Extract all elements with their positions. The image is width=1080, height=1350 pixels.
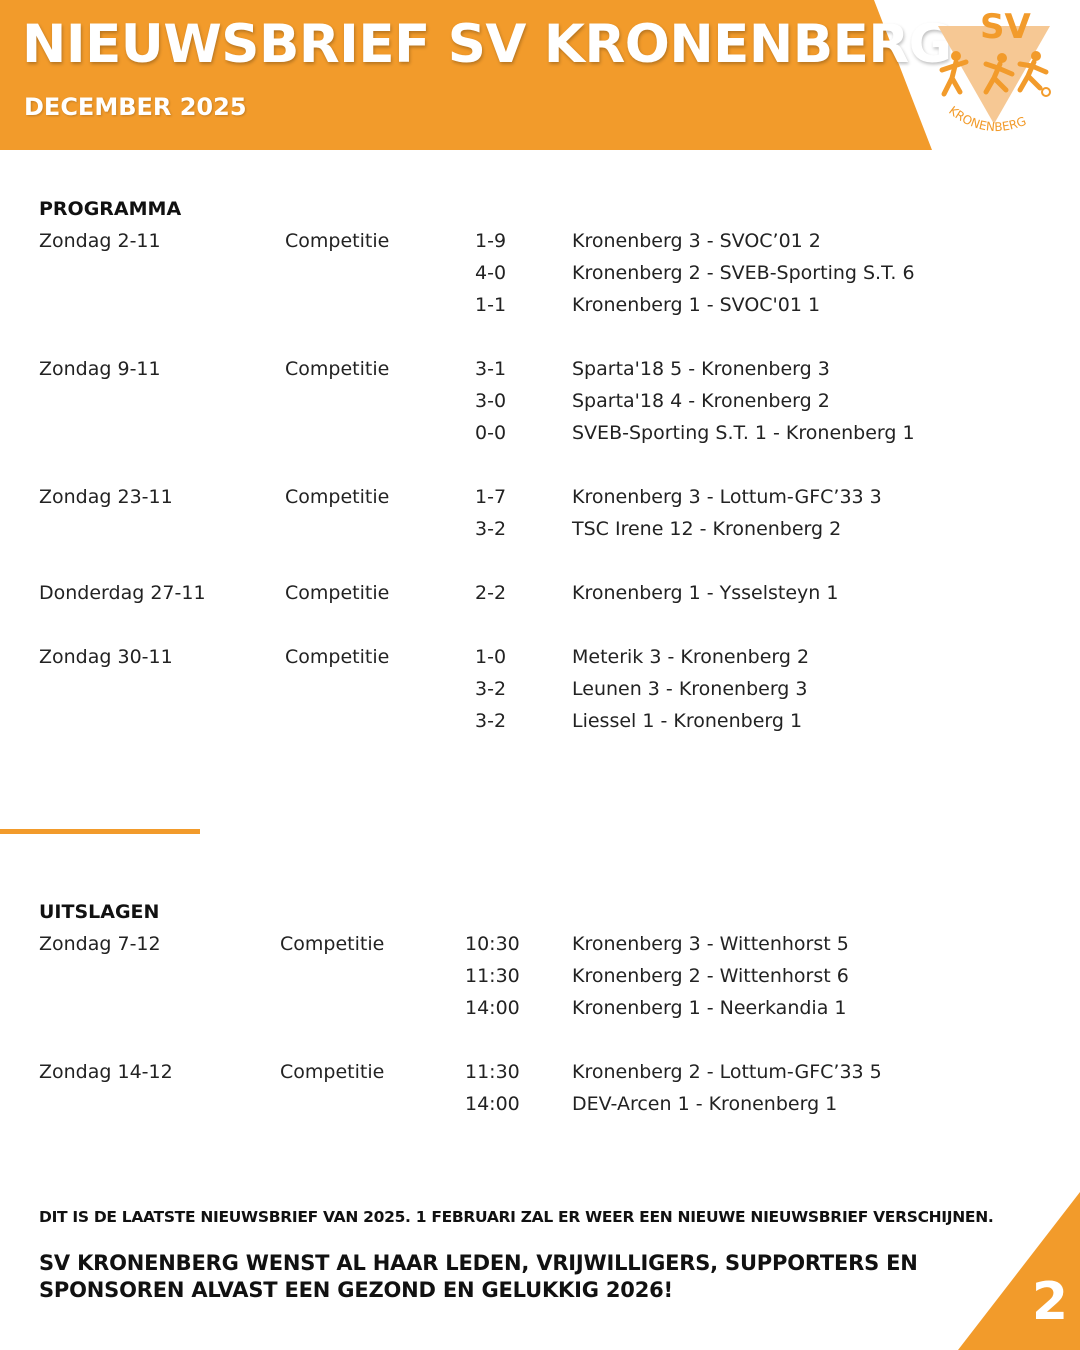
programma-table — [39, 225, 1039, 737]
match-score: 1-0 — [475, 646, 507, 668]
match-day: Zondag 30-11 — [39, 646, 173, 668]
table-row — [39, 992, 1039, 1024]
match-teams: TSC Irene 12 - Kronenberg 2 — [572, 518, 842, 540]
row-spacer — [39, 545, 1039, 577]
match-teams: Kronenberg 1 - Ysselsteyn 1 — [572, 582, 839, 604]
match-score: 14:00 — [465, 997, 520, 1019]
table-row — [39, 641, 1039, 673]
footer-notice: DIT IS DE LAATSTE NIEUWSBRIEF VAN 2025. 1 FEBRUARI ZAL ER WEER EEN NIEUWE NIEUWSBRIEF VERSCHIJNEN. — [39, 1208, 994, 1226]
match-score: 1-9 — [475, 230, 507, 252]
match-teams: SVEB-Sporting S.T. 1 - Kronenberg 1 — [572, 422, 915, 444]
match-day: Donderdag 27-11 — [39, 582, 206, 604]
table-row — [39, 960, 1039, 992]
match-type: Competitie — [285, 582, 390, 604]
match-score: 10:30 — [465, 933, 520, 955]
match-teams: Meterik 3 - Kronenberg 2 — [572, 646, 810, 668]
match-teams: Sparta'18 4 - Kronenberg 2 — [572, 390, 830, 412]
match-score: 11:30 — [465, 1061, 520, 1083]
match-score: 3-2 — [475, 518, 507, 540]
match-day: Zondag 7-12 — [39, 933, 161, 955]
match-teams: DEV-Arcen 1 - Kronenberg 1 — [572, 1093, 838, 1115]
match-score: 3-2 — [475, 710, 507, 732]
match-type: Competitie — [280, 1061, 385, 1083]
match-teams: Kronenberg 3 - Lottum-GFC’33 3 — [572, 486, 882, 508]
match-score: 2-2 — [475, 582, 507, 604]
table-row — [39, 353, 1039, 385]
table-row — [39, 513, 1039, 545]
newsletter-title: NIEUWSBRIEF SV KRONENBERG — [22, 14, 952, 75]
newsletter-date: DECEMBER 2025 — [24, 93, 247, 121]
match-score: 11:30 — [465, 965, 520, 987]
row-spacer — [39, 1024, 1039, 1056]
table-row — [39, 225, 1039, 257]
match-score: 1-1 — [475, 294, 507, 316]
footer-wishes: SV KRONENBERG WENST AL HAAR LEDEN, VRIJWILLIGERS, SUPPORTERS EN SPONSOREN ALVAST EEN GEZOND EN GELUKKIG 2026! — [39, 1251, 918, 1302]
row-spacer — [39, 449, 1039, 481]
match-day: Zondag 2-11 — [39, 230, 161, 252]
match-type: Competitie — [285, 486, 390, 508]
uitslagen-heading: UITSLAGEN — [39, 901, 160, 923]
match-teams: Kronenberg 2 - SVEB-Sporting S.T. 6 — [572, 262, 915, 284]
row-spacer — [39, 321, 1039, 353]
match-teams: Kronenberg 1 - SVOC'01 1 — [572, 294, 821, 316]
club-logo — [928, 4, 1060, 146]
uitslagen-section — [39, 896, 1039, 1120]
match-score: 0-0 — [475, 422, 507, 444]
logo-kronenberg-text: KRONENBERG — [946, 103, 1029, 135]
programma-section — [39, 193, 1039, 737]
table-row — [39, 385, 1039, 417]
uitslagen-table — [39, 928, 1039, 1120]
page-number: 2 — [1031, 1272, 1068, 1332]
logo-sv-text: SV — [980, 7, 1031, 47]
match-type: Competitie — [285, 646, 390, 668]
match-day: Zondag 9-11 — [39, 358, 161, 380]
match-score: 14:00 — [465, 1093, 520, 1115]
match-teams: Sparta'18 5 - Kronenberg 3 — [572, 358, 830, 380]
match-day: Zondag 23-11 — [39, 486, 173, 508]
table-row — [39, 673, 1039, 705]
match-type: Competitie — [285, 358, 390, 380]
match-teams: Kronenberg 3 - Wittenhorst 5 — [572, 933, 849, 955]
match-teams: Liessel 1 - Kronenberg 1 — [572, 710, 803, 732]
match-score: 3-2 — [475, 678, 507, 700]
match-type: Competitie — [280, 933, 385, 955]
table-row — [39, 417, 1039, 449]
row-spacer — [39, 609, 1039, 641]
match-score: 4-0 — [475, 262, 507, 284]
match-score: 3-0 — [475, 390, 507, 412]
match-teams: Kronenberg 3 - SVOC’01 2 — [572, 230, 821, 252]
match-teams: Leunen 3 - Kronenberg 3 — [572, 678, 808, 700]
table-row — [39, 289, 1039, 321]
match-type: Competitie — [285, 230, 390, 252]
match-teams: Kronenberg 2 - Wittenhorst 6 — [572, 965, 849, 987]
match-teams: Kronenberg 1 - Neerkandia 1 — [572, 997, 847, 1019]
table-row — [39, 705, 1039, 737]
table-row — [39, 257, 1039, 289]
table-row — [39, 1056, 1039, 1088]
programma-heading: PROGRAMMA — [39, 198, 182, 220]
table-row — [39, 577, 1039, 609]
match-score: 3-1 — [475, 358, 507, 380]
table-row — [39, 1088, 1039, 1120]
match-day: Zondag 14-12 — [39, 1061, 173, 1083]
section-divider — [0, 829, 200, 834]
table-row — [39, 481, 1039, 513]
match-score: 1-7 — [475, 486, 507, 508]
match-teams: Kronenberg 2 - Lottum-GFC’33 5 — [572, 1061, 882, 1083]
table-row — [39, 928, 1039, 960]
